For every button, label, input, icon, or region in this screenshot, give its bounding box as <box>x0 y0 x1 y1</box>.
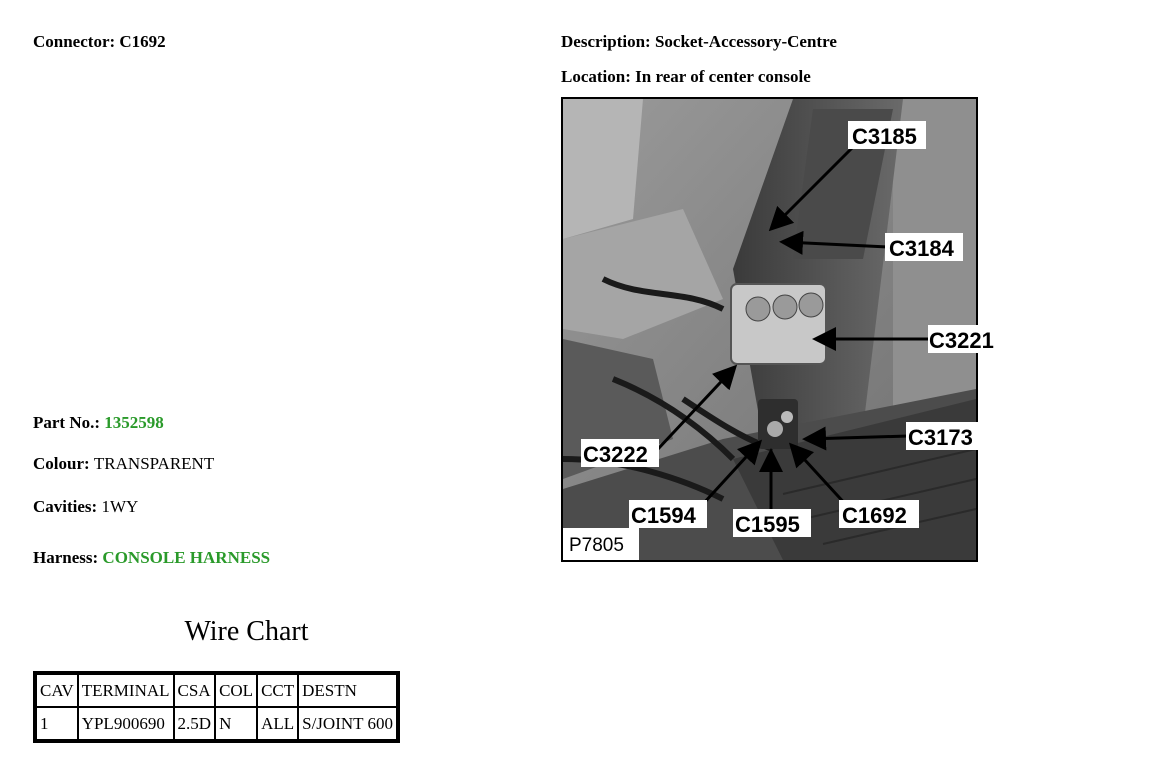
colour-label: Colour: <box>33 454 90 473</box>
description-field <box>561 32 837 52</box>
callout-c3173: C3173 <box>908 425 973 450</box>
callout-c3184: C3184 <box>889 236 954 261</box>
header-terminal: TERMINAL <box>78 674 174 707</box>
connector-label: Connector: <box>33 32 116 51</box>
header-cav: CAV <box>36 674 78 707</box>
header-destn: DESTN <box>298 674 397 707</box>
callout-c1595: C1595 <box>735 512 800 537</box>
cavities-label: Cavities: <box>33 497 98 516</box>
description-label: Description: <box>561 32 651 51</box>
part-number-field <box>33 413 164 433</box>
harness-label: Harness: <box>33 548 99 567</box>
cell-col: N <box>215 707 257 740</box>
callout-c3221: C3221 <box>929 328 994 353</box>
cell-cav: 1 <box>36 707 78 740</box>
cell-cct: ALL <box>257 707 298 740</box>
callout-c1594: C1594 <box>631 503 696 528</box>
location-field <box>561 67 811 87</box>
cavities-value: 1WY <box>101 497 139 516</box>
table-header-row <box>36 674 397 707</box>
cell-destn: S/JOINT 600 <box>298 707 397 740</box>
connector-value: C1692 <box>119 32 166 51</box>
location-illustration <box>563 99 994 560</box>
description-value: Socket-Accessory-Centre <box>654 32 837 51</box>
callout-c1692: C1692 <box>842 503 907 528</box>
cell-csa: 2.5D <box>174 707 216 740</box>
location-value: In rear of center console <box>635 67 811 86</box>
cavities-field <box>33 497 138 517</box>
header-cct: CCT <box>257 674 298 707</box>
connector-field <box>33 32 166 52</box>
header-csa: CSA <box>174 674 216 707</box>
part-number-link[interactable]: 1352598 <box>104 413 164 432</box>
colour-field <box>33 454 214 474</box>
table-row <box>36 707 397 740</box>
photo-reference: P7805 <box>569 535 624 556</box>
harness-field <box>33 548 270 568</box>
colour-value: TRANSPARENT <box>93 454 215 473</box>
cell-terminal: YPL900690 <box>78 707 174 740</box>
callout-c3185: C3185 <box>852 124 917 149</box>
header-col: COL <box>215 674 257 707</box>
location-label: Location: <box>561 67 631 86</box>
wire-chart-title: Wire Chart <box>184 616 309 647</box>
connector-location-photo <box>561 97 994 562</box>
callout-c3222: C3222 <box>583 442 648 467</box>
wire-chart-table <box>33 671 400 743</box>
harness-link[interactable]: CONSOLE HARNESS <box>102 548 271 567</box>
part-number-label: Part No.: <box>33 413 101 432</box>
